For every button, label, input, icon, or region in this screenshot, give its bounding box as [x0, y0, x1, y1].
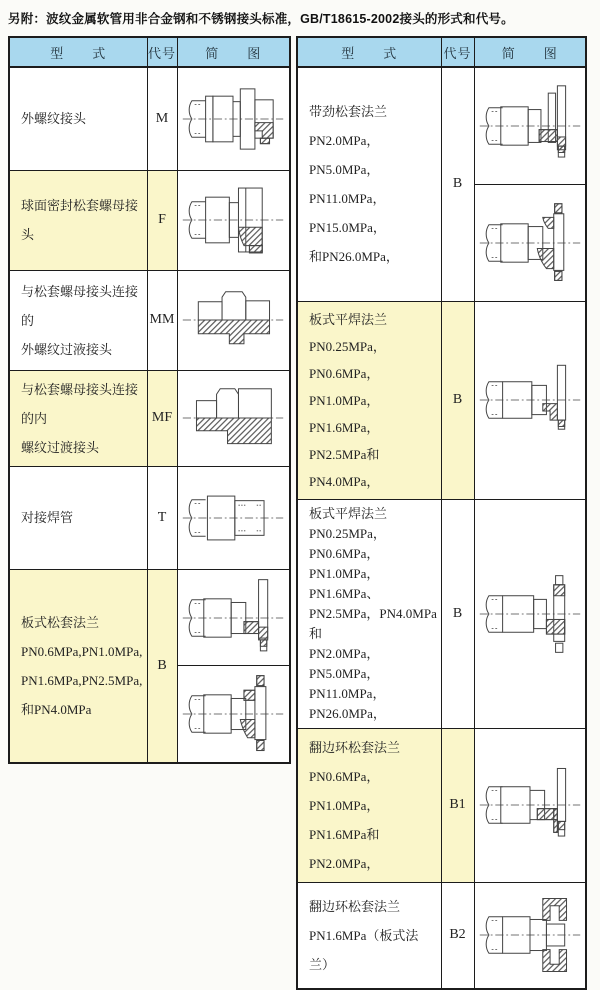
fitting-type-cell	[297, 67, 441, 301]
fitting-type-line: PN1.6MPa（板式法兰）	[309, 927, 419, 972]
fitting-type-line: PN2.0MPa，PN5.0MPa，	[309, 645, 380, 681]
fitting-table-left	[8, 36, 291, 764]
fitting-type-cell	[9, 270, 147, 370]
fitting-type-line: 板式平焊法兰	[309, 311, 388, 327]
fitting-type-line: PN1.0MPa，PN1.6MPa、	[309, 565, 380, 601]
fitting-code-cell: MF	[147, 370, 177, 466]
fitting-diagram-cell	[177, 466, 290, 569]
fitting-type-line: PN11.0MPa，PN26.0MPa，	[309, 685, 386, 721]
table-row	[9, 170, 290, 270]
plate-weld-flange-diagram-b	[477, 572, 583, 656]
fitting-type-line: PN11.0MPa，PN15.0MPa，	[309, 191, 386, 236]
column-header-type: 型 式	[297, 37, 441, 67]
fitting-code-cell: MM	[147, 270, 177, 370]
tables-container	[8, 36, 600, 990]
fitting-type-line: PN2.5MPa和PN4.0MPa，	[309, 446, 380, 489]
column-header-code: 代号	[147, 37, 177, 67]
column-header-type: 型 式	[9, 37, 147, 67]
fitting-type-line: PN1.6MPa,PN2.5MPa,	[21, 672, 143, 688]
fitting-type-cell	[9, 370, 147, 466]
column-header-code: 代号	[441, 37, 474, 67]
fitting-type-line: 翻边环松套法兰	[309, 739, 401, 755]
fitting-type-line: PN1.6MPa和PN2.0MPa，	[309, 826, 380, 871]
plate-weld-flange-diagram-a	[477, 358, 583, 442]
plate-loose-flange-diagram-a	[180, 576, 286, 660]
diagram-pane	[178, 68, 290, 169]
plate-loose-flange-diagram-b	[180, 672, 286, 756]
flanged-ring-plate-flange-diagram	[477, 893, 583, 977]
fitting-type-line: 和PN4.0MPa	[21, 701, 92, 717]
diagram-pane	[475, 185, 586, 301]
fitting-code-cell: B	[441, 67, 474, 301]
fitting-type-line: PN2.0MPa，PN5.0MPa，	[309, 133, 380, 178]
table-row	[297, 301, 586, 499]
column-header-diagram: 简 图	[177, 37, 290, 67]
table-row	[9, 466, 290, 569]
fitting-type-line: PN2.5MPa，PN4.0MPa和	[309, 605, 437, 641]
table-row	[9, 370, 290, 466]
fitting-diagram-cell	[474, 728, 586, 882]
diagram-pane	[475, 342, 586, 458]
diagram-pane	[475, 883, 586, 988]
fitting-type-line: 带劲松套法兰	[309, 104, 388, 120]
diagram-pane	[475, 753, 586, 858]
diagram-pane	[178, 467, 290, 568]
fitting-code-cell: B	[147, 569, 177, 763]
fitting-code-cell: B2	[441, 882, 474, 989]
fitting-type-line: 和PN26.0MPa，	[309, 249, 399, 265]
fitting-type-line: 对接焊管	[21, 510, 74, 525]
fitting-type-cell	[297, 499, 441, 728]
fitting-code-cell: F	[147, 170, 177, 270]
fitting-type-line: 板式松套法兰	[21, 614, 100, 630]
diagram-pane	[178, 666, 290, 762]
fitting-type-line: 螺纹过渡接头	[21, 439, 100, 455]
butt-weld-pipe-diagram	[180, 476, 286, 560]
fitting-code-cell: B	[441, 499, 474, 728]
header-row	[9, 37, 290, 67]
fitting-type-cell	[297, 728, 441, 882]
header-row	[297, 37, 586, 67]
fitting-code-cell: B	[441, 301, 474, 499]
column-header-diagram: 简 图	[474, 37, 586, 67]
spherical-seal-union-nut-fitting-diagram	[180, 178, 286, 262]
fitting-type-cell	[297, 301, 441, 499]
fitting-type-line: PN1.0MPa，PN1.6MPa，	[309, 392, 380, 435]
fitting-code-cell: B1	[441, 728, 474, 882]
fitting-type-line: PN0.25MPa，PN0.6MPa，	[309, 338, 386, 381]
table-row	[297, 728, 586, 882]
table-row	[9, 270, 290, 370]
fitting-type-cell	[9, 67, 147, 170]
table-row	[9, 67, 290, 170]
diagram-pane	[475, 68, 586, 185]
fitting-diagram-cell	[177, 569, 290, 763]
flanged-ring-loose-flange-diagram	[477, 763, 583, 847]
fitting-diagram-cell	[177, 67, 290, 170]
fitting-diagram-cell	[474, 67, 586, 301]
fitting-diagram-cell	[474, 499, 586, 728]
male-female-adapter-diagram	[180, 376, 286, 460]
fitting-diagram-cell	[474, 882, 586, 989]
diagram-pane	[178, 271, 290, 369]
fitting-type-line: 外螺纹过液接头	[21, 341, 113, 357]
fitting-type-cell	[9, 170, 147, 270]
table-row	[297, 67, 586, 301]
neck-loose-flange-diagram-a	[477, 84, 583, 168]
fitting-type-line: 球面密封松套螺母接头	[21, 198, 139, 242]
fitting-type-cell	[9, 569, 147, 763]
fitting-type-line: 板式平焊法兰	[309, 505, 388, 521]
fitting-code-cell: T	[147, 466, 177, 569]
page-note: 另附：波纹金属软管用非合金钢和不锈钢接头标准，GB/T18615-2002接头的形式和代号。	[8, 12, 514, 26]
fitting-type-line: 与松套螺母接头连接的内	[21, 381, 139, 426]
neck-loose-flange-diagram-b	[477, 201, 583, 285]
fitting-table-left-container	[8, 36, 291, 764]
fitting-table-right-container	[296, 36, 587, 990]
fitting-diagram-cell	[177, 370, 290, 466]
fitting-type-line: PN0.6MPa，PN1.0MPa，	[309, 768, 380, 813]
diagram-pane	[178, 372, 290, 464]
fitting-diagram-cell	[177, 170, 290, 270]
table-row	[297, 882, 586, 989]
diagram-pane	[178, 171, 290, 269]
double-male-adapter-diagram	[180, 278, 286, 362]
diagram-pane	[475, 550, 586, 678]
fitting-type-line: PN0.25MPa，PN0.6MPa，	[309, 525, 386, 561]
fitting-type-cell	[9, 466, 147, 569]
table-row	[297, 499, 586, 728]
fitting-diagram-cell	[474, 301, 586, 499]
fitting-code-cell: M	[147, 67, 177, 170]
fitting-type-line: 外螺纹接头	[21, 111, 87, 127]
fitting-diagram-cell	[177, 270, 290, 370]
fitting-type-line: 与松套螺母接头连接的	[21, 283, 139, 328]
fitting-type-line: PN0.6MPa,PN1.0MPa,	[21, 643, 143, 659]
diagram-pane	[178, 570, 290, 667]
table-row	[9, 569, 290, 763]
fitting-type-cell	[297, 882, 441, 989]
fitting-table-right	[296, 36, 587, 990]
fitting-type-line: 翻边环松套法兰	[309, 898, 401, 914]
male-threaded-fitting-diagram	[180, 77, 286, 161]
